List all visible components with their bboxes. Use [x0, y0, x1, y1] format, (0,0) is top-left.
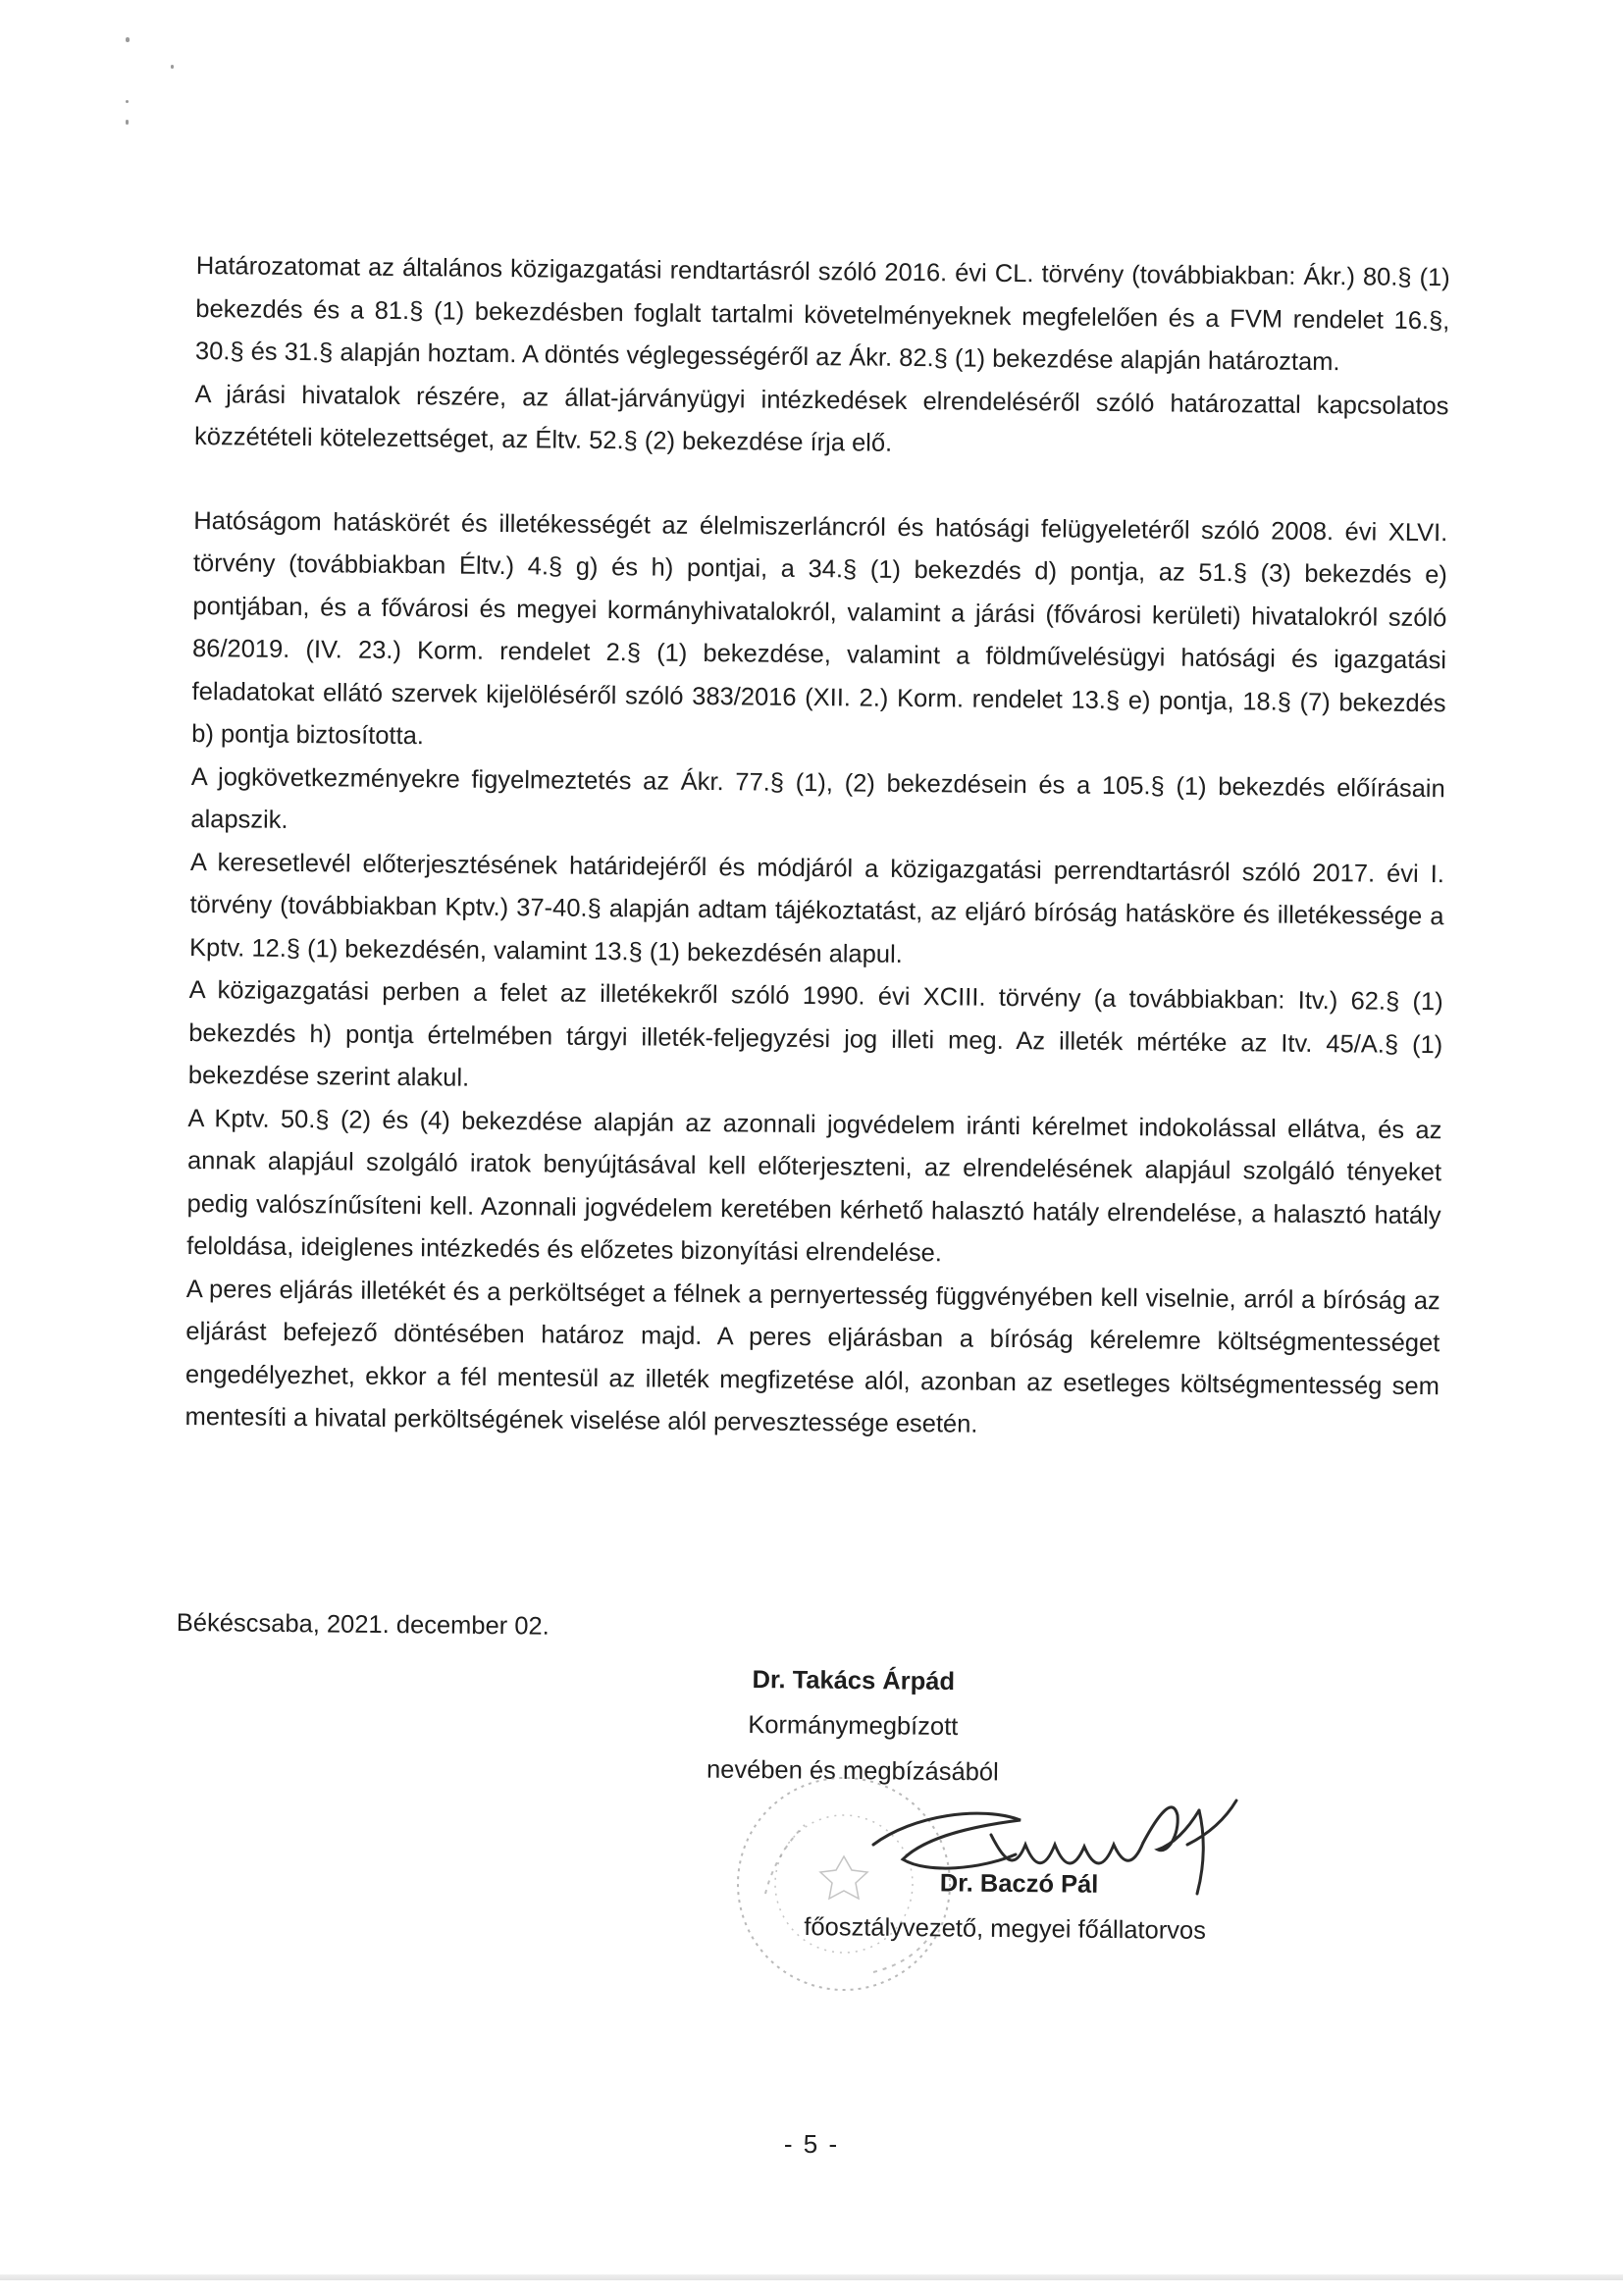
scan-bottom-edge — [0, 2274, 1623, 2280]
paragraph-appeal-deadline: A keresetlevél előterjesztésének határidejéről és módjáról a közigazgatási perrendtartásról szóló 2017. évi I. törvény (továbbiakban Kptv.) 37-40.§ alapján adtam tájékoztatást, az eljáró bíróság hatásköre és illetékessége a Kptv. 12.§ (1) bekezdésén, valamint 13.§ (1) bekezdésén alapul. — [188, 848, 1445, 968]
page-number: - 5 - — [783, 2129, 840, 2159]
scan-speck — [171, 65, 174, 69]
deputy-title: főosztályvezető, megyei főállatorvos — [804, 1912, 1207, 1945]
on-behalf-line: nevében és megbízásából — [706, 1755, 999, 1787]
deputy-name: Dr. Baczó Pál — [939, 1869, 1099, 1899]
paragraph-competence: Hatóságom hatáskörét és illetékességét az élelmiszerláncról és hatósági felügyeletéről szóló 2008. évi XLVI. törvény (továbbiakban Éltv.) 4.§ g) és h) pontjai, a 34.§ (1) bekezdés d) pontja, az 51.§ (3) bekezdés e) pontjában, és a fővárosi és megyei kormányhivatalokról, valamint a járási (fővárosi kerületi) hivatalokról szóló 86/2019. (IV. 23.) Korm. rendelet 2.§ (1) bekezdése, valamint a földművelésügyi hatósági és igazgatási feladatokat ellátó szervek kijelöléséről szóló 383/2016 (XII. 2.) Korm. rendelet 13.§ e) pontja, 18.§ (7) bekezdés b) pontja biztosította. — [191, 506, 1448, 751]
paragraph-litigation-costs: A peres eljárás illetékét és a perköltséget a félnek a pernyertesség függvényében kell viselnie, arról a bíróság az eljárást befejező döntésében határoz majd. A peres eljárásban a bíróság kérelemre költségmentességet engedélyezhet, ekkor a fél mentesül az illeték megfizetése alól, azonban az esetleges költségmentesség sem mentesíti a hivatal perköltségének viselése alól pervesztessége esetén. — [184, 1275, 1440, 1438]
scan-speck — [126, 120, 129, 125]
signatory-title: Kormánymegbízott — [748, 1710, 959, 1742]
signatory-name: Dr. Takács Árpád — [752, 1666, 956, 1696]
paragraph-legal-basis: Határozatomat az általános közigazgatási rendtartásról szóló 2016. évi CL. törvény (továbbiakban: Ákr.) 80.§ (1) bekezdés és a 81.§ (1) bekezdésben foglalt tartalmi követelményeknek megfelelően és a FVM rendelet 16.§, 30.§ és 31.§ alapján hoztam. A döntés véglegességéről az Ákr. 82.§ (1) bekezdése alapján határoztam. — [194, 251, 1450, 377]
deputy-block — [804, 1859, 1256, 1954]
document-body — [184, 245, 1450, 1451]
paragraph-duty-exemption: A közigazgatási perben a felet az illetékekről szóló 1990. évi XCIII. törvény (a továbbiakban: Itv.) 62.§ (1) bekezdés h) pontja értelmében tárgyi illeték-feljegyzési jog illeti meg. Az illeték mértéke az Itv. 45/A.§ (1) bekezdése szerint alakul. — [187, 975, 1443, 1092]
paragraph-publication-duty: A járási hivatalok részére, az állat-járványügyi intézkedések elrendeléséről szóló határozattal kapcsolatos közzétételi kötelezettséget, az Éltv. 52.§ (2) bekezdése írja elő. — [193, 380, 1449, 457]
paragraph-immediate-protection: A Kptv. 50.§ (2) és (4) bekezdése alapján az azonnali jogvédelem iránti kérelmet indokolással ellátva, és az annak alapjául szolgáló iratok benyújtásával kell előterjeszteni, az elrendelésének alapjául szolgáló tényeket pedig valószínűsíteni kell. Azonnali jogvédelem keretében kérhető halasztó hatály elrendelése, a halasztó hatály feloldása, ideiglenes intézkedés és előzetes bizonyítási elrendelése. — [186, 1104, 1442, 1268]
scan-speck — [126, 37, 130, 42]
scan-speck — [126, 100, 129, 103]
place-date: Békéscsaba, 2021. december 02. — [176, 1609, 550, 1641]
paragraph-legal-consequences: A jogkövetkezményekre figyelmeztetés az Ákr. 77.§ (1), (2) bekezdésein és a 105.§ (1) bekezdés előírásain alapszik. — [190, 762, 1445, 834]
